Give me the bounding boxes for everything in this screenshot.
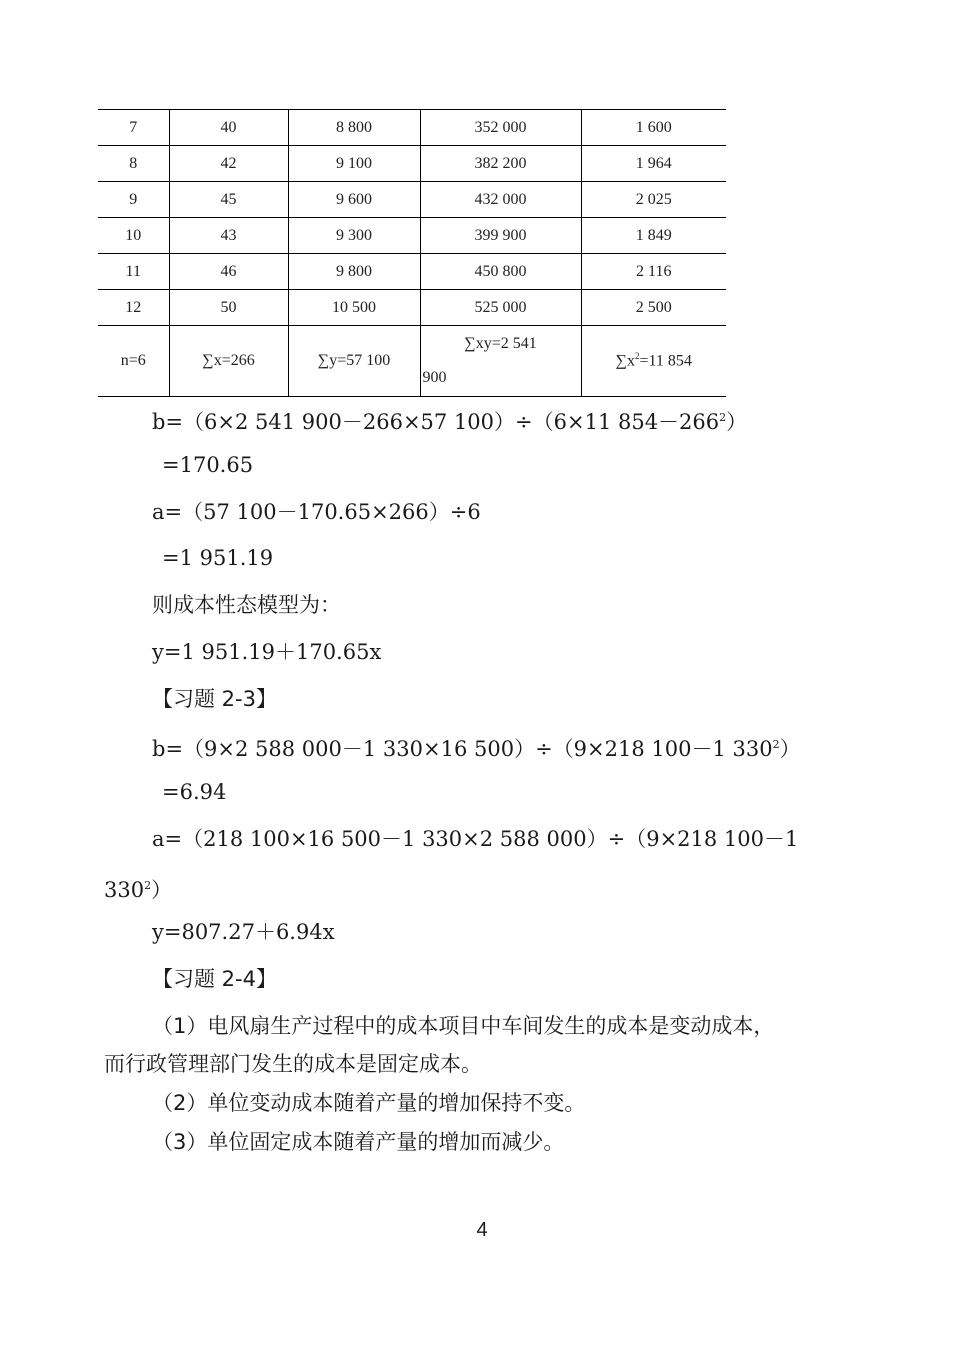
cell-n: 10 xyxy=(98,218,169,254)
cell-x: 46 xyxy=(169,254,288,290)
table-row xyxy=(98,218,726,254)
ex23-b-result: =6.94 xyxy=(162,780,227,804)
ex22-model: y=1 951.19＋170.65x xyxy=(152,640,382,664)
sum-x2-sup: 2 xyxy=(634,351,640,362)
cell-xy: 432 000 xyxy=(420,182,581,218)
cell-xy: 382 200 xyxy=(420,146,581,182)
cell-x2: 2 116 xyxy=(581,254,726,290)
cell-y: 9 300 xyxy=(288,218,420,254)
cell-sum-n: n=6 xyxy=(98,326,169,397)
ex22-b-formula: b=（6×2 541 900－266×57 100）÷（6×11 $854-266^2$） xyxy=(152,410,748,434)
cell-x2: 1 964 xyxy=(581,146,726,182)
cell-x2: 2 025 xyxy=(581,182,726,218)
sum-x2-pre: ∑x xyxy=(615,352,635,370)
table-row xyxy=(98,110,726,146)
table-row xyxy=(98,182,726,218)
cell-x2: 1 849 xyxy=(581,218,726,254)
ex23-a-formula-line2: $330^2$） xyxy=(104,878,173,902)
ex23-model: y=807.27＋6.94x xyxy=(152,920,335,944)
ex24-p3: （3）单位固定成本随着产量的增加而减少。 xyxy=(152,1130,565,1154)
cell-x2: 1 600 xyxy=(581,110,726,146)
cell-x: 40 xyxy=(169,110,288,146)
cell-sum-x2 xyxy=(581,326,726,397)
cell-sum-y: ∑y=57 100 xyxy=(288,326,420,397)
cell-x2: 2 500 xyxy=(581,290,726,326)
cell-xy: 450 800 xyxy=(420,254,581,290)
cell-y: 9 800 xyxy=(288,254,420,290)
ex23-b-formula: b=（9×2 588 000－1 330×16 500）÷（9×218 100－1 $330^2$） xyxy=(152,737,801,761)
ex22-a-result: =1 951.19 xyxy=(162,546,274,570)
cell-sum-x: ∑x=266 xyxy=(169,326,288,397)
cell-y: 8 800 xyxy=(288,110,420,146)
cell-sum-xy xyxy=(420,326,581,397)
ex22-b-result: =170.65 xyxy=(162,453,254,477)
page-number: 4 xyxy=(476,1219,488,1241)
table-row xyxy=(98,290,726,326)
cell-x: 42 xyxy=(169,146,288,182)
cell-xy: 525 000 xyxy=(420,290,581,326)
ex24-heading: 【习题 2-4】 xyxy=(152,967,277,991)
cell-n: 8 xyxy=(98,146,169,182)
ex24-p2: （2）单位变动成本随着产量的增加保持不变。 xyxy=(152,1091,586,1115)
cell-x: 43 xyxy=(169,218,288,254)
cell-xy: 399 900 xyxy=(420,218,581,254)
regression-table xyxy=(98,109,726,397)
cell-y: 9 600 xyxy=(288,182,420,218)
cell-y: 10 500 xyxy=(288,290,420,326)
ex24-p1-line2: 而行政管理部门发生的成本是固定成本。 xyxy=(104,1052,482,1076)
table-row xyxy=(98,146,726,182)
cell-n: 12 xyxy=(98,290,169,326)
ex22-a-formula: a=（57 100－170.65×266）÷6 xyxy=(152,500,481,524)
cell-n: 7 xyxy=(98,110,169,146)
sum-xy-line1: ∑xy=2 541 xyxy=(464,335,537,352)
ex23-a-formula-line1: a=（218 100×16 500－1 330×2 588 000）÷（9×218 100－1 xyxy=(152,827,799,851)
sum-xy-line2: 900 xyxy=(422,369,447,386)
cell-x: 50 xyxy=(169,290,288,326)
ex24-p1-line1: （1）电风扇生产过程中的成本项目中车间发生的成本是变动成本， xyxy=(152,1014,775,1038)
ex22-model-label: 则成本性态模型为： xyxy=(152,593,341,617)
table-sum-row xyxy=(98,326,726,397)
cell-x: 45 xyxy=(169,182,288,218)
ex23-heading: 【习题 2-3】 xyxy=(152,687,277,711)
table-row xyxy=(98,254,726,290)
cell-y: 9 100 xyxy=(288,146,420,182)
cell-xy: 352 000 xyxy=(420,110,581,146)
cell-n: 9 xyxy=(98,182,169,218)
sum-x2-post: =11 854 xyxy=(639,352,692,370)
cell-n: 11 xyxy=(98,254,169,290)
